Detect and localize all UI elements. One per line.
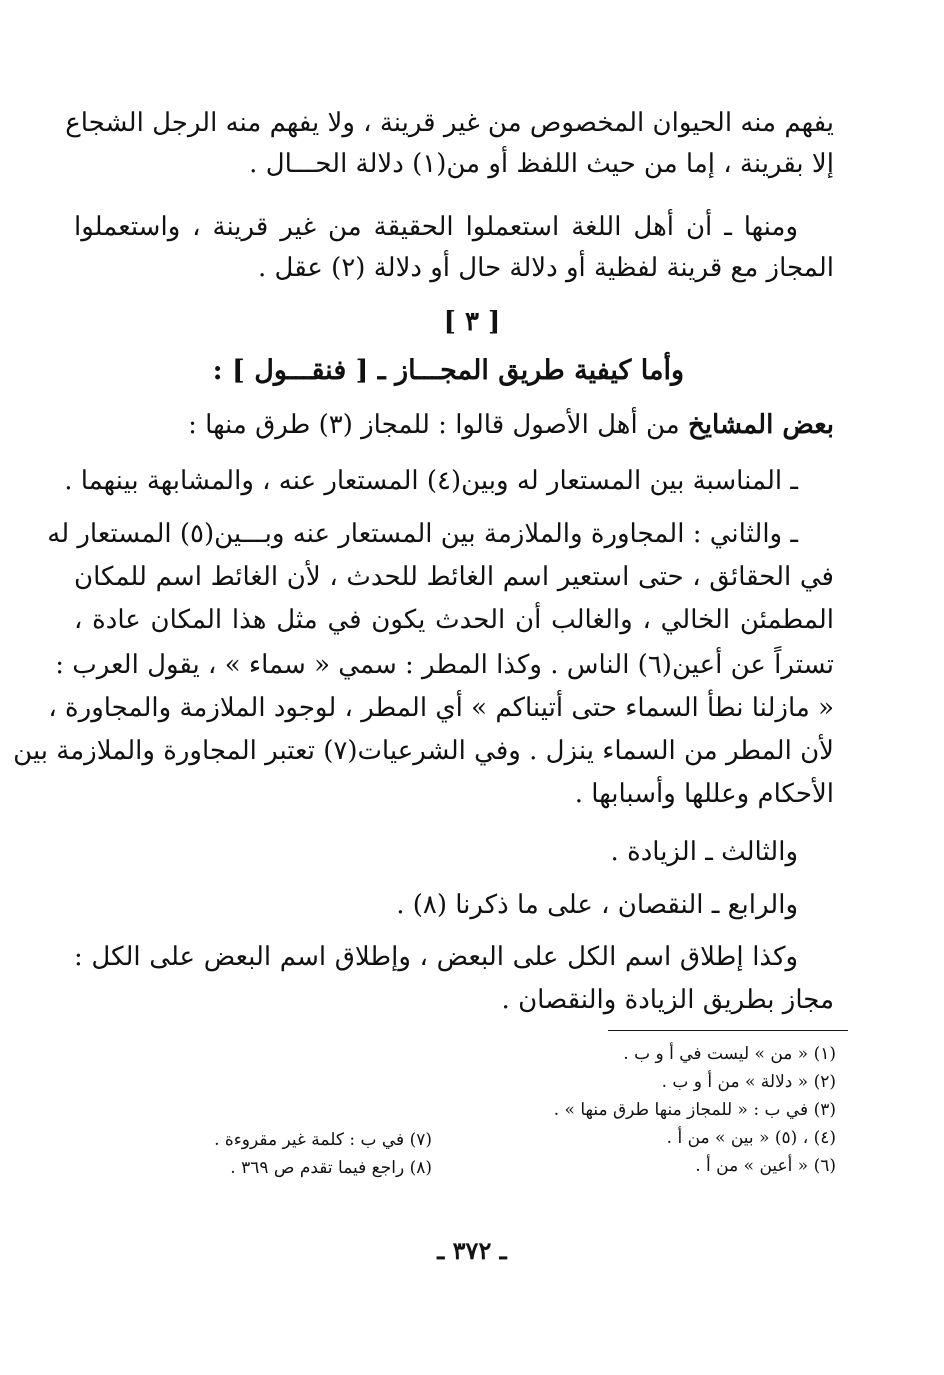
footnote-8: (٨) راجع فيما تقدم ص ٣٦٩ . [230, 1158, 432, 1178]
item-line-10: والرابع ـ النقصان ، على ما ذكرنا (٨) . [396, 890, 798, 920]
footnote-3: (٣) في ب : « للمجاز منها طرق منها » . [553, 1100, 836, 1120]
item-line-4: المطمئن الخالي ، والغالب أن الحدث يكون في مثل هذا المكان عادة ، [74, 605, 834, 635]
section-number: [ ٣ ] [443, 307, 501, 337]
item-line-8: الأحكام وعللها وأسبابها . [574, 779, 834, 809]
intro-line [74, 405, 834, 445]
item-line-2: ـ والثاني : المجاورة والملازمة بين المستعار عنه وبـــين(٥) المستعار له [47, 519, 798, 549]
item-line-1: ـ المناسبة بين المستعار له وبين(٤) المستعار عنه ، والمشابهة بينهما . [64, 466, 798, 496]
body-line-2: إلا بقرينة ، إما من حيث اللفظ أو من(١) دلالة الحـــال . [249, 149, 834, 179]
page-number: ـ ٣٧٢ ـ [437, 1236, 507, 1265]
footnote-4: (٤) ، (٥) « بين » من أ . [666, 1128, 836, 1148]
body-line-4: المجاز مع قرينة لفظية أو دلالة حال أو دلالة (٢) عقل . [258, 253, 834, 283]
footnote-7: (٧) في ب : كلمة غير مقروءة . [214, 1130, 432, 1150]
body-line-3: ومنها ـ أن أهل اللغة استعملوا الحقيقة من غير قرينة ، واستعملوا [74, 212, 798, 242]
item-line-7: لأن المطر من السماء ينزل . وفي الشرعيات(٧) تعتبر المجاورة والملازمة بين [13, 736, 834, 766]
footnote-5: (٦) « أعين » من أ . [695, 1156, 836, 1176]
item-line-12: مجاز بطريق الزيادة والنقصان . [501, 985, 834, 1015]
item-line-11: وكذا إطلاق اسم الكل على البعض ، وإطلاق اسم البعض على الكل : [74, 942, 798, 972]
section-heading: وأما كيفية طريق المجـــاز ـ [ فنقـــول ] : [212, 355, 684, 386]
item-line-6: « مازلنا نطأ السماء حتى أتيناكم » أي المطر ، لوجود الملازمة والمجاورة ، [48, 693, 834, 723]
body-line-1: يفهم منه الحيوان المخصوص من غير قرينة ، ولا يفهم منه الرجل الشجاع [65, 108, 834, 138]
item-line-5: تستراً عن أعين(٦) الناس . وكذا المطر : سمي « سماء » ، يقول العرب : [55, 650, 834, 680]
item-line-3: في الحقائق ، حتى استعير اسم الغائط للحدث ، لأن الغائط اسم للمكان [74, 562, 834, 592]
intro-bold-term: بعض المشايخ [688, 410, 834, 440]
footnote-2: (٢) « دلالة » من أ و ب . [661, 1072, 836, 1092]
footnote-divider [608, 1030, 848, 1031]
intro-text: من أهل الأصول قالوا : للمجاز (٣) طرق منها : [188, 410, 688, 440]
item-line-9: والثالث ـ الزيادة . [610, 837, 798, 867]
footnote-1: (١) « من » ليست في أ و ب . [623, 1044, 836, 1064]
